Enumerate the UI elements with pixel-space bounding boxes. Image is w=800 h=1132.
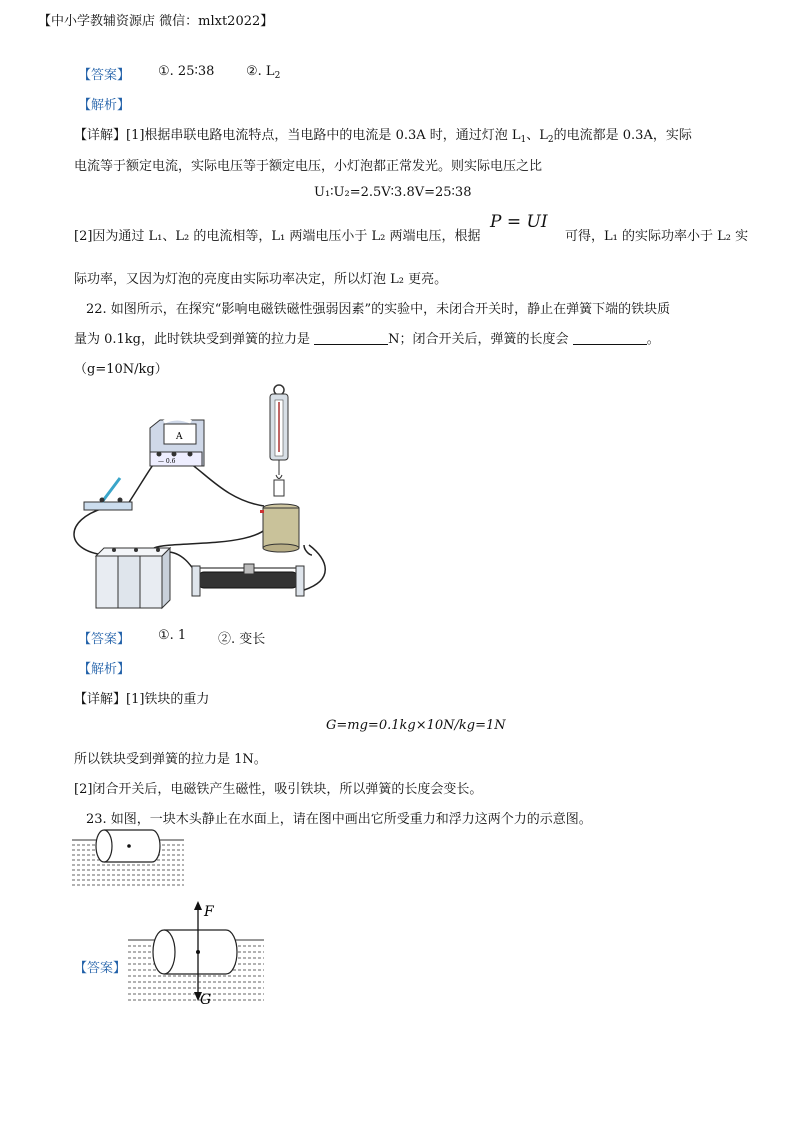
ammeter-label: A	[176, 432, 183, 442]
question-22-line2: 量为 0.1kg，此时铁块受到弹簧的拉力是 N；闭合开关后，弹簧的长度会 。	[74, 332, 660, 347]
question-22-line1: 22. 如图所示，在探究“影响电磁铁磁性强弱因素”的实验中，未闭合开关时，静止在弹簧下端的铁块质	[86, 302, 671, 317]
rheostat	[192, 564, 304, 596]
detail-21-line2: 电流等于额定电流，实际电压等于额定电压，小灯泡都正常发光。则实际电压之比	[74, 159, 543, 174]
detail-22-line3: [2]闭合开关后，电磁铁产生磁性，吸引铁块，所以弹簧的长度会变长。	[74, 782, 483, 797]
formula-21: U₁∶U₂=2.5V∶3.8V=25∶38	[314, 185, 472, 200]
question-23: 23. 如图，一块木头静止在水面上，请在图中画出它所受重力和浮力这两个力的示意图。	[86, 812, 592, 827]
analysis-tag-22: 【解析】	[78, 662, 131, 677]
force-label-g: G	[200, 992, 212, 1008]
switch	[84, 478, 132, 510]
spring-scale	[270, 385, 288, 496]
electromagnet-coil	[260, 504, 299, 552]
answer-21-part1: ①. 25∶38	[158, 64, 215, 79]
detail-22-line1: 【详解】[1]铁块的重力	[74, 692, 210, 707]
formula-22: G=mg=0.1kg×10N/kg=1N	[326, 718, 506, 733]
electromagnet-experiment-figure	[64, 380, 344, 620]
answer-22-part1: ①. 1	[158, 628, 187, 643]
detail-21-line3a: [2]因为通过 L₁、L₂ 的电流相等，L₁ 两端电压小于 L₂ 两端电压，根据	[74, 229, 481, 244]
answer-21-part2: ②. $L_2$	[246, 64, 281, 81]
detail-21-line4: 际功率，又因为灯泡的亮度由实际功率决定，所以灯泡 L₂ 更亮。	[74, 272, 448, 287]
answer-tag-22: 【答案】	[78, 632, 131, 647]
force-diagram-answer	[128, 898, 264, 1008]
ammeter-terminals: — 0.6	[158, 458, 176, 465]
detail-22-line2: 所以铁块受到弹簧的拉力是 1N。	[74, 752, 267, 767]
detail-21-line1: 【详解】[1]根据串联电路电流特点，当电路中的电流是 0.3A 时，通过灯泡 $L_1$、$L_2$的电流都是 0.3A，实际	[74, 128, 692, 145]
answer-tag-23: 【答案】	[74, 961, 127, 976]
detail-21-line3b: 可得，L₁ 的实际功率小于 L₂ 实	[565, 229, 749, 244]
floating-log-figure	[72, 828, 184, 890]
force-label-f: F	[204, 904, 214, 920]
page-header: 【中小学教辅资源店 微信：mlxt2022】	[38, 14, 274, 29]
battery-pack	[96, 548, 170, 608]
ammeter	[150, 419, 204, 467]
power-formula: P = UI	[490, 212, 548, 232]
analysis-tag-21: 【解析】	[78, 98, 131, 113]
question-22-line3: （g=10N/kg）	[74, 362, 168, 377]
answer-tag-21: 【答案】	[78, 68, 131, 83]
answer-22-part2: ②. 变长	[218, 632, 266, 647]
